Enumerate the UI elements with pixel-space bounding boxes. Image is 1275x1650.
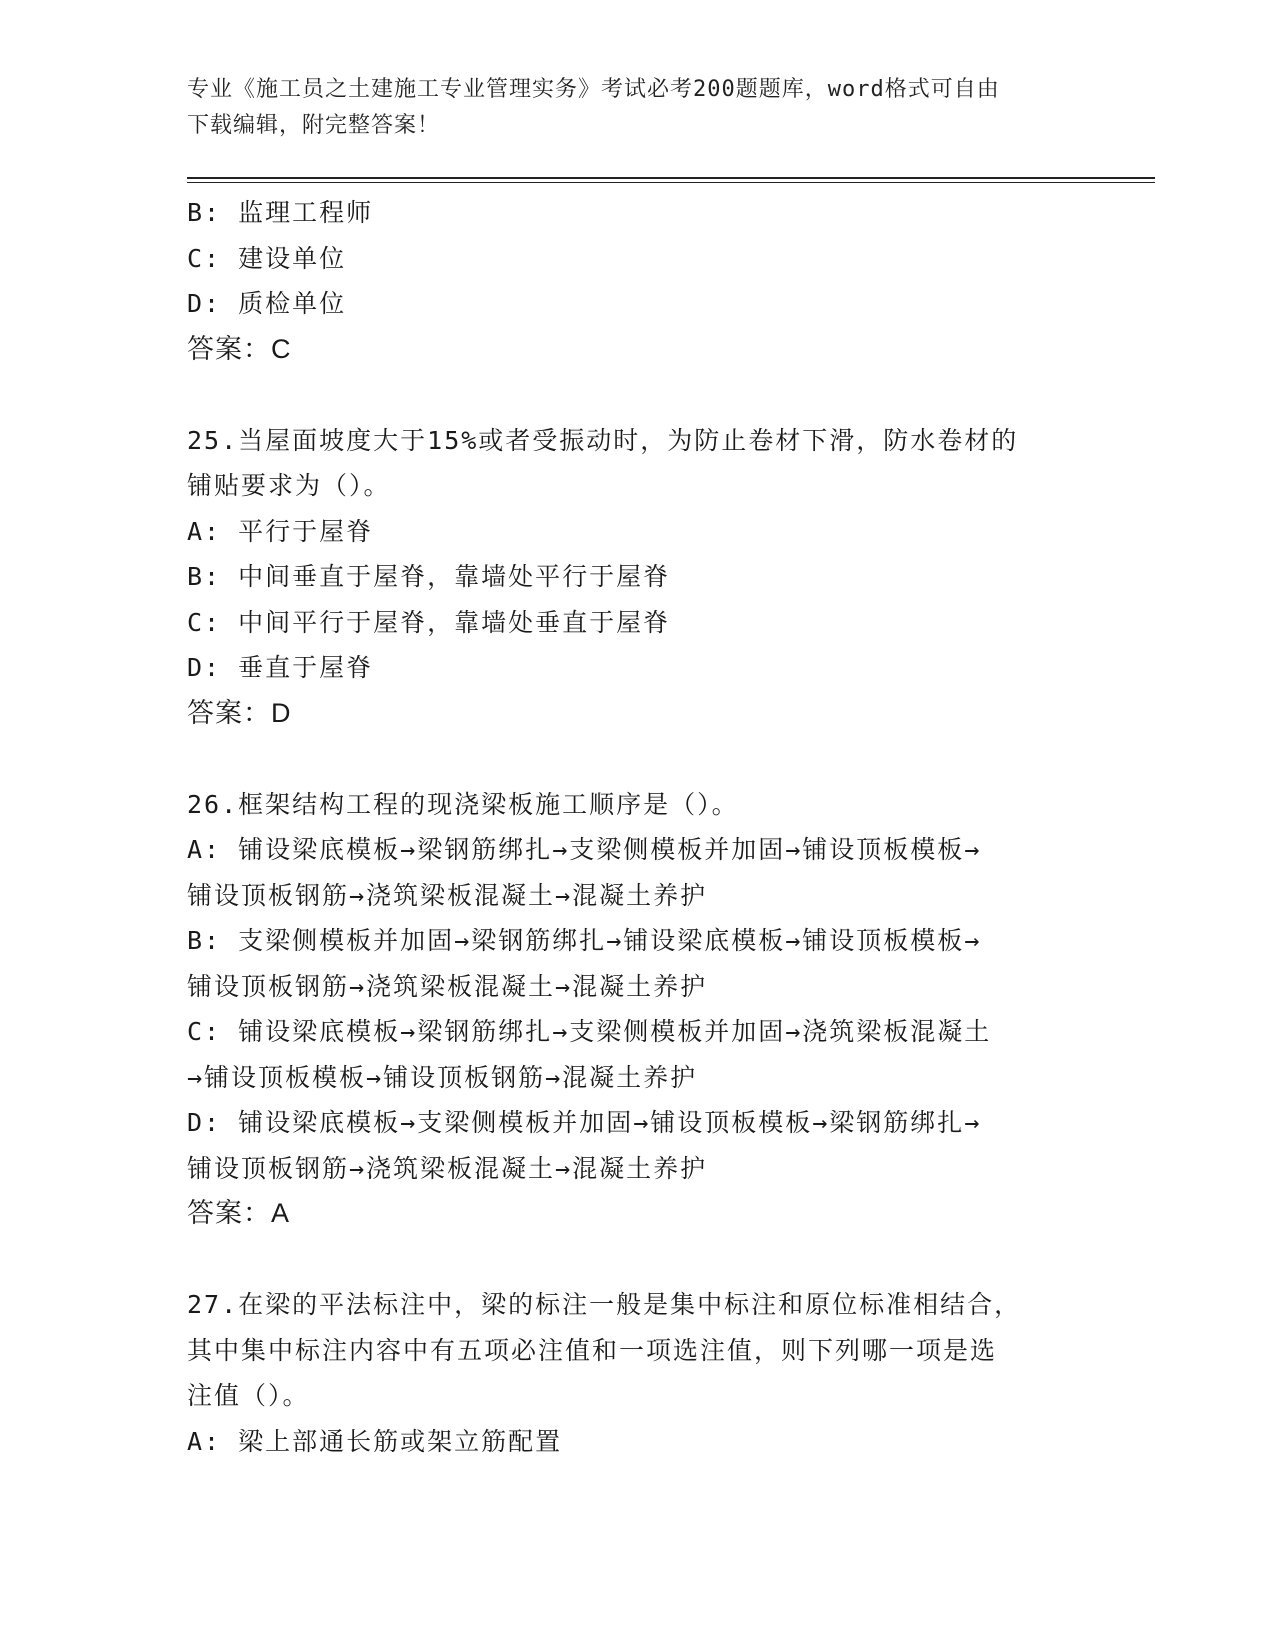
option-d: D: 质检单位 <box>187 289 347 318</box>
option-c: C: 铺设梁底模板→梁钢筋绑扎→支梁侧模板并加固→浇筑梁板混凝土 <box>187 1017 992 1046</box>
option-c-continued: →铺设顶板模板→铺设顶板钢筋→混凝土养护 <box>187 1062 698 1092</box>
question-stem-line: 其中集中标注内容中有五项必注值和一项选注值，则下列哪一项是选 <box>187 1335 998 1365</box>
option-d: D: 铺设梁底模板→支梁侧模板并加固→铺设顶板模板→梁钢筋绑扎→ <box>187 1108 982 1137</box>
document-header <box>187 72 1067 144</box>
option-b: B: 支梁侧模板并加固→梁钢筋绑扎→铺设梁底模板→铺设顶板模板→ <box>187 926 982 955</box>
option-d: D: 垂直于屋脊 <box>187 653 374 682</box>
question-stem-line: 25.当屋面坡度大于15%或者受振动时，为防止卷材下滑，防水卷材的 <box>187 425 1019 455</box>
option-c: C: 中间平行于屋脊，靠墙处垂直于屋脊 <box>187 607 671 637</box>
option-b: B: 监理工程师 <box>187 198 374 227</box>
option-d-continued: 铺设顶板钢筋→浇筑梁板混凝土→混凝土养护 <box>187 1153 708 1183</box>
option-b: B: 中间垂直于屋脊，靠墙处平行于屋脊 <box>187 562 671 591</box>
header-line-1: 专业《施工员之土建施工专业管理实务》考试必考200题题库，word格式可自由 <box>187 77 1000 102</box>
question-content <box>187 190 1087 1464</box>
header-divider-thin <box>187 182 1155 183</box>
question-stem-line: 26.框架结构工程的现浇梁板施工顺序是（）。 <box>187 789 739 819</box>
option-a: A: 梁上部通长筋或架立筋配置 <box>187 1426 563 1456</box>
answer-line: 答案：C <box>187 333 292 364</box>
question-27-block <box>187 1282 1087 1464</box>
question-26-block <box>187 782 1087 1237</box>
question-stem-line: 27.在梁的平法标注中，梁的标注一般是集中标注和原位标准相结合， <box>187 1290 1022 1319</box>
question-stem-line: 注值（）。 <box>187 1381 310 1410</box>
header-divider-thick <box>187 177 1155 179</box>
spacer <box>187 736 1087 782</box>
spacer <box>187 372 1087 418</box>
option-b-continued: 铺设顶板钢筋→浇筑梁板混凝土→混凝土养护 <box>187 971 708 1001</box>
question-stem-line: 铺贴要求为（）。 <box>187 471 391 500</box>
spacer <box>187 1237 1087 1283</box>
question-25-block <box>187 418 1087 737</box>
answer-line: 答案：A <box>187 1198 291 1228</box>
option-a: A: 平行于屋脊 <box>187 516 374 546</box>
answer-line: 答案：D <box>187 697 292 728</box>
option-a: A: 铺设梁底模板→梁钢筋绑扎→支梁侧模板并加固→铺设顶板模板→ <box>187 835 982 864</box>
option-c: C: 建设单位 <box>187 243 347 273</box>
header-line-2: 下载编辑，附完整答案！ <box>187 113 441 138</box>
prev-question-block <box>187 190 1087 372</box>
option-a-continued: 铺设顶板钢筋→浇筑梁板混凝土→混凝土养护 <box>187 880 708 910</box>
